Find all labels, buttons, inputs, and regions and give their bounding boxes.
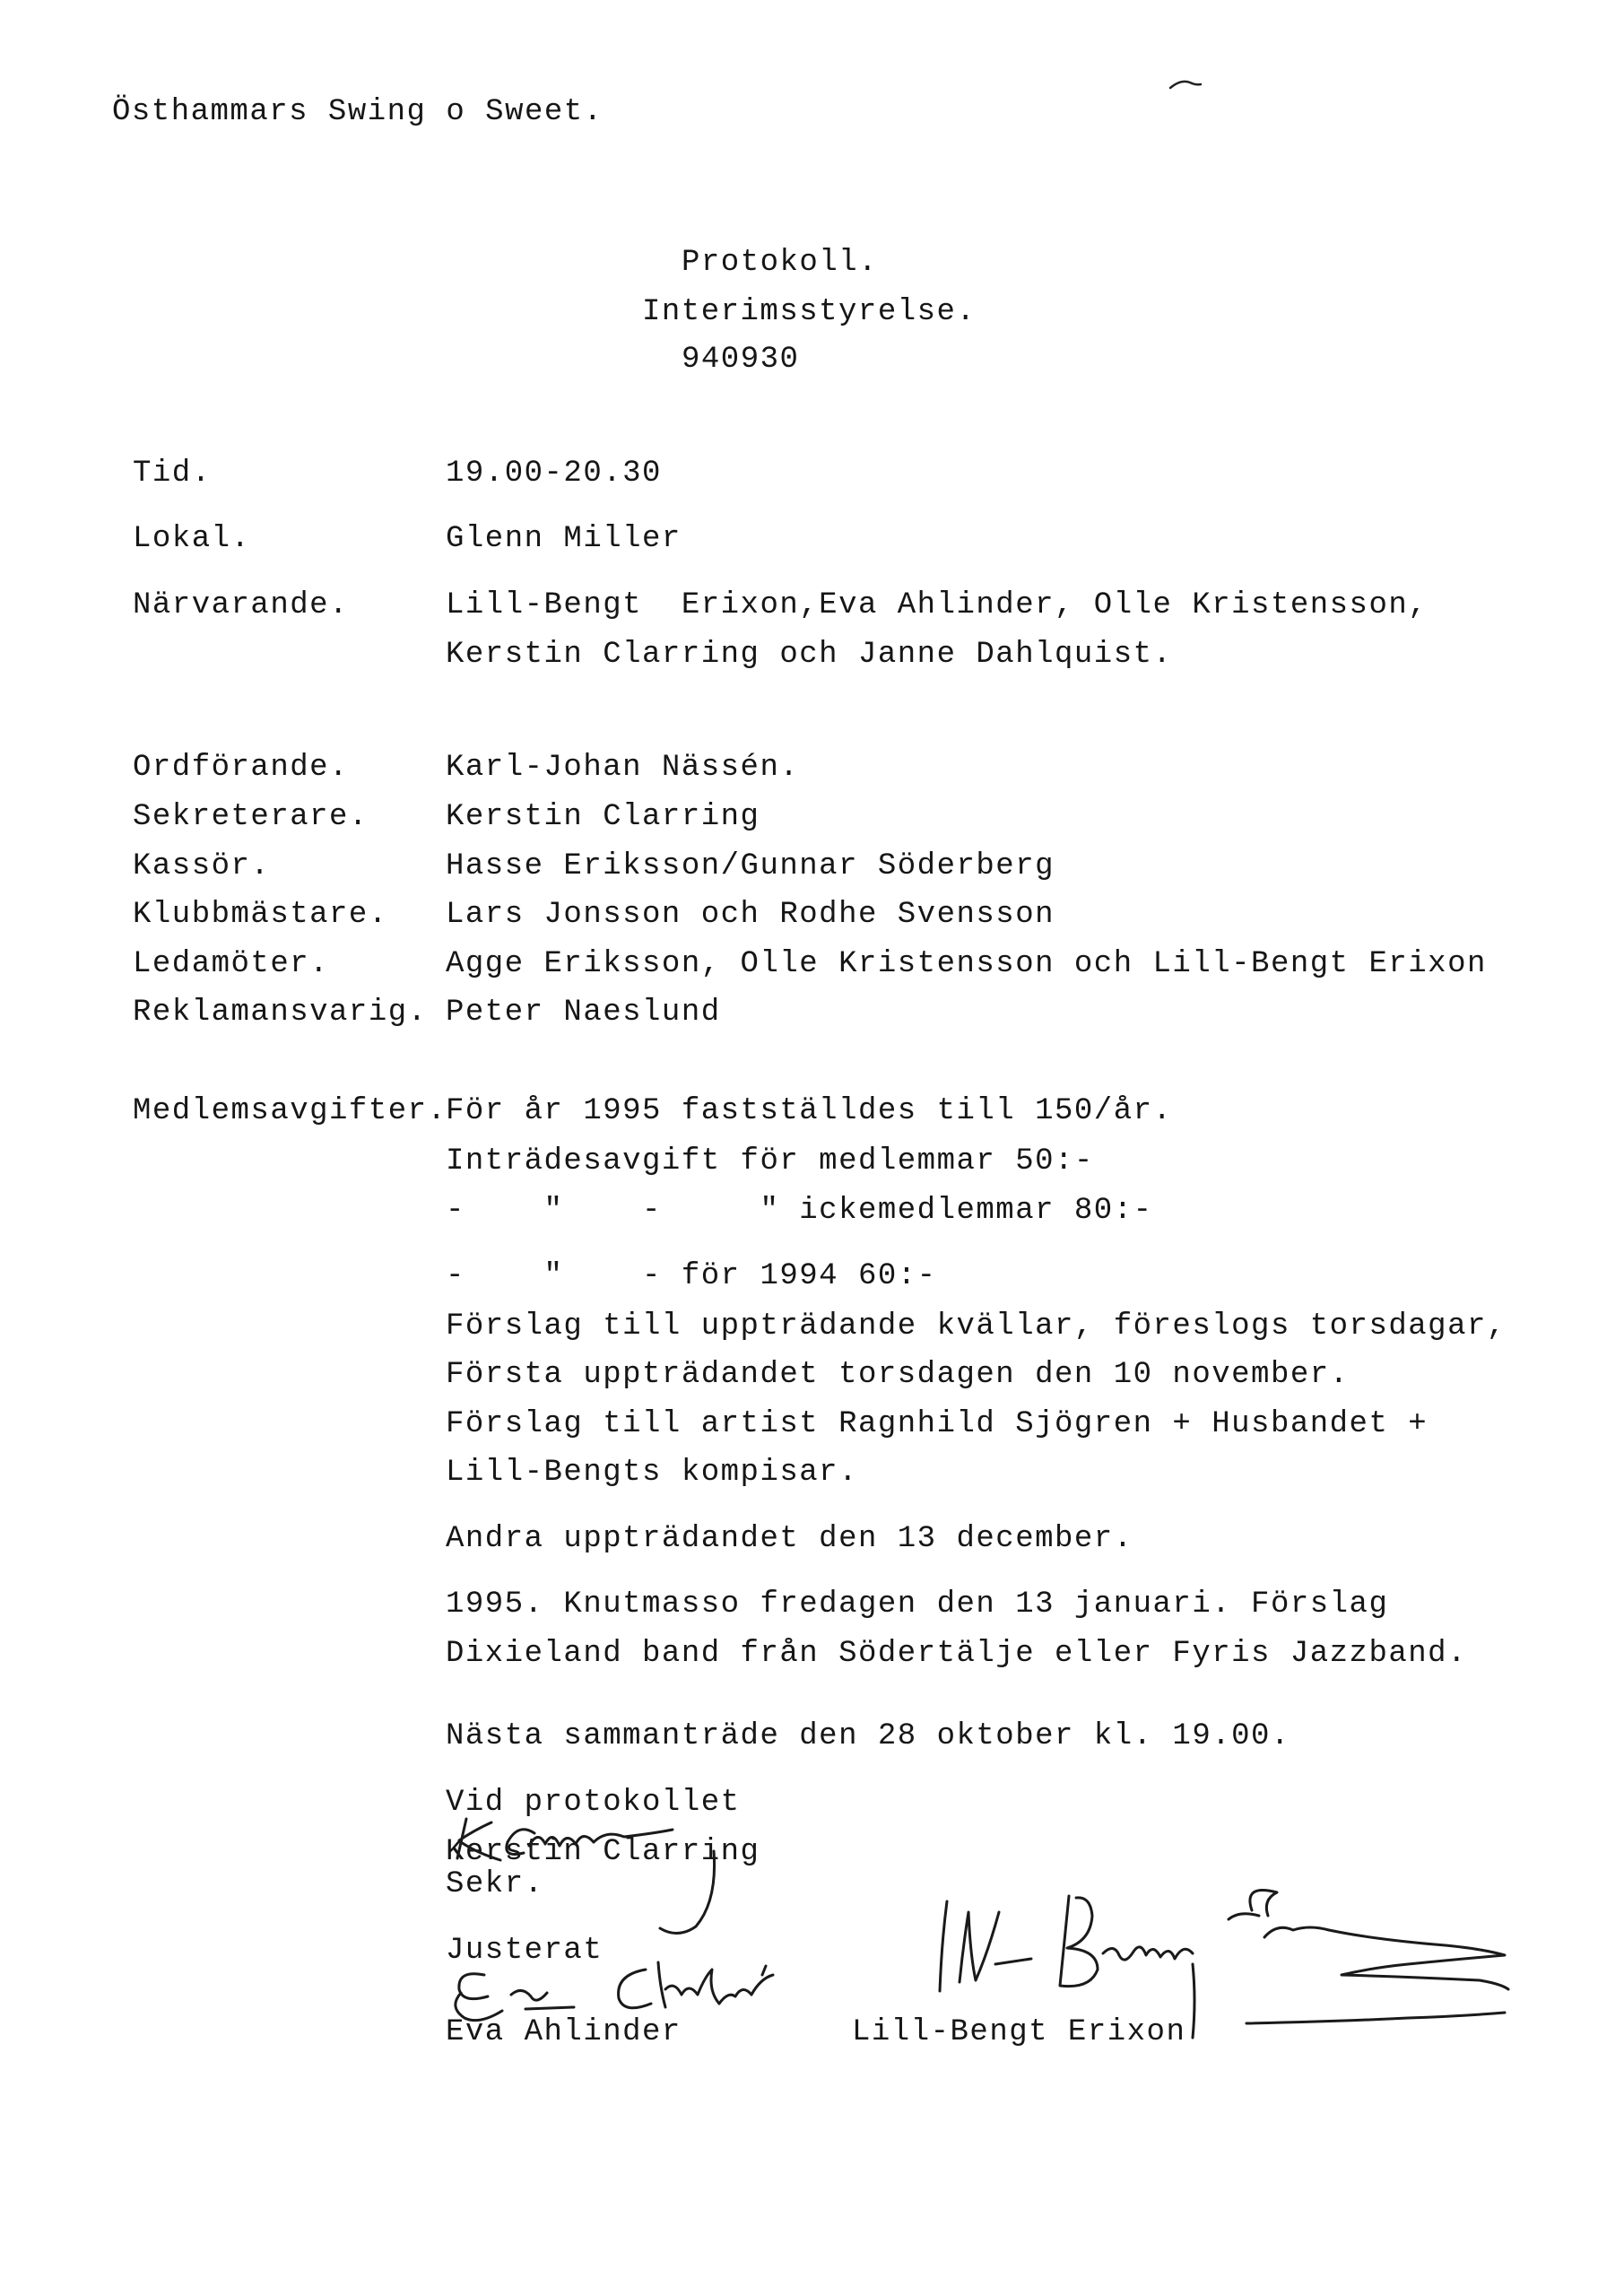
board-role: Kassör. <box>133 849 271 883</box>
justerat-label: Justerat <box>446 1934 604 1968</box>
board-name: Agge Eriksson, Olle Kristensson och Lill-Bengt Erixon <box>446 947 1487 981</box>
adjuster-2-name: Lill-Bengt Erixon <box>852 2015 1186 2049</box>
knutmasso-line-1: 1995. Knutmasso fredagen den 13 januari. Förslag <box>446 1587 1389 1622</box>
title-interimsstyrelse: Interimsstyrelse. <box>642 295 977 329</box>
board-role: Reklamansvarig. <box>133 996 428 1030</box>
fees-line: Förslag till artist Ragnhild Sjögren + Husbandet + <box>446 1407 1429 1441</box>
board-name: Hasse Eriksson/Gunnar Söderberg <box>446 849 1055 883</box>
narvarande-label: Närvarande. <box>133 588 349 622</box>
fees-line: - " - " ickemedlemmar 80:- <box>446 1194 1153 1228</box>
fees-line: Inträdesavgift för medlemmar 50:- <box>446 1144 1094 1178</box>
narvarande-line-2: Kerstin Clarring och Janne Dahlquist. <box>446 638 1173 672</box>
tid-value: 19.00-20.30 <box>446 457 662 491</box>
board-name: Lars Jonsson och Rodhe Svensson <box>446 898 1055 932</box>
tid-label: Tid. <box>133 457 212 491</box>
organization-name: Östhammars Swing o Sweet. <box>112 95 604 129</box>
fees-line: Förslag till uppträdande kvällar, föreslogs torsdagar, <box>446 1309 1507 1344</box>
adjuster-1-name: Eva Ahlinder <box>446 2015 682 2049</box>
fees-line: Första uppträdandet torsdagen den 10 november. <box>446 1358 1350 1392</box>
board-name: Karl-Johan Nässén. <box>446 751 800 785</box>
secretary-signature <box>448 1803 753 1937</box>
second-event: Andra uppträdandet den 13 december. <box>446 1522 1133 1556</box>
board-name: Peter Naeslund <box>446 996 721 1030</box>
fees-line: Lill-Bengts kompisar. <box>446 1456 858 1490</box>
narvarande-line-1: Lill-Bengt Erixon,Eva Ahlinder, Olle Kristensson, <box>446 588 1429 622</box>
title-date: 940930 <box>682 343 800 377</box>
fees-line: För år 1995 fastställdes till 150/år. <box>446 1094 1173 1128</box>
lokal-label: Lokal. <box>133 522 251 556</box>
board-role: Klubbmästare. <box>133 898 388 932</box>
fees-label: Medlemsavgifter. <box>133 1094 447 1128</box>
board-role: Ledamöter. <box>133 947 330 981</box>
board-role: Ordförande. <box>133 751 349 785</box>
knutmasso-line-2: Dixieland band från Södertälje eller Fyris Jazzband. <box>446 1637 1467 1671</box>
lokal-value: Glenn Miller <box>446 522 682 556</box>
fees-line: - " - för 1994 60:- <box>446 1259 937 1293</box>
adjuster-1-signature <box>439 1955 852 2036</box>
vid-protokollet: Vid protokollet <box>446 1786 741 1820</box>
corner-pen-mark <box>1168 77 1204 91</box>
board-name: Kerstin Clarring <box>446 800 760 834</box>
board-role: Sekreterare. <box>133 800 369 834</box>
next-meeting: Nästa sammanträde den 28 oktober kl. 19.00. <box>446 1719 1290 1753</box>
secretary-name: Kerstin Clarring <box>446 1835 760 1869</box>
title-protokoll: Protokoll. <box>682 246 879 280</box>
secretary-title: Sekr. <box>446 1867 544 1901</box>
adjuster-2-signature <box>906 1866 1524 2045</box>
